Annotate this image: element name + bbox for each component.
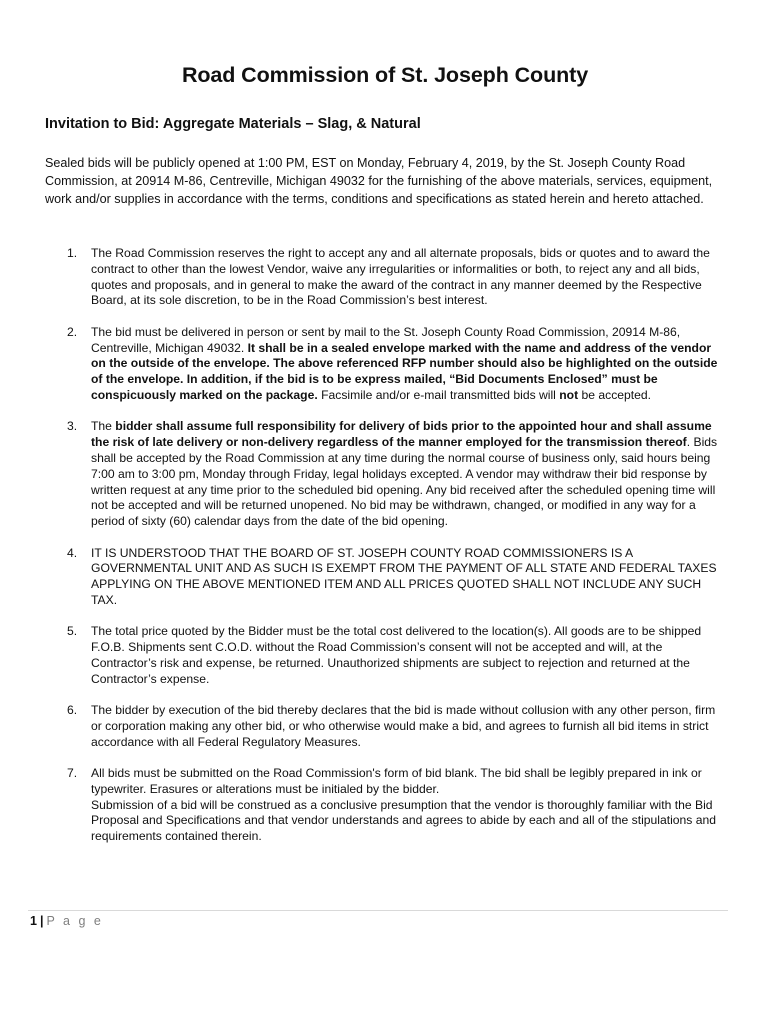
term-text: The bidder by execution of the bid thereby declares that the bid is made without collusion with any other person, firm or corporation making any other bid, or who otherwise would make a bid, and agrees to furnish all bid items in strict accordance with all Federal Regulatory Measures. bbox=[91, 703, 716, 749]
term-item-7 bbox=[45, 766, 727, 845]
term-text: It shall be in a sealed envelope marked with the name and address of the vendor on the outside of the envelope. The above referenced RFP number should also be highlighted on the outside of the envelope. In addition, if the bid is to be express mailed, “Bid Documents Enclosed” must be conspicuously marked on the package. bbox=[91, 340, 718, 402]
term-text: All bids must be submitted on the Road Commission's form of bid blank. The bid shall be legibly prepared in ink or typewriter. Erasures or alterations must be initialed by the bidder. bbox=[91, 766, 702, 796]
term-item-1 bbox=[45, 246, 727, 309]
term-text: be accepted. bbox=[578, 387, 652, 402]
page-footer bbox=[30, 914, 103, 928]
term-number: 6. bbox=[67, 703, 78, 718]
term-item-3 bbox=[45, 419, 727, 530]
term-item-4 bbox=[45, 546, 727, 609]
term-text: Submission of a bid will be construed as a conclusive presumption that the vendor is thoroughly familiar with the Bid Proposal and Specifications and that vendor understands and agrees to abide by each and all of the stipulations and requirements contained therein. bbox=[91, 797, 716, 844]
term-number: 5. bbox=[67, 624, 78, 639]
intro-paragraph: Sealed bids will be publicly opened at 1:00 PM, EST on Monday, February 4, 2019, by the St. Joseph County Road Commission, at 20914 M-86, Centreville, Michigan 49032 for the furnishing of the above materials, services, equipment, work and/or supplies in accordance with the terms, conditions and specifications as stated herein and hereto attached. bbox=[45, 156, 713, 206]
term-text: IT IS UNDERSTOOD THAT THE BOARD OF ST. JOSEPH COUNTY ROAD COMMISSIONERS IS A GOVERNMENTAL UNIT AND AS SUCH IS EXEMPT FROM THE PAYMENT OF ALL STATE AND FEDERAL TAXES APPLYING ON THE ABOVE MENTIONED ITEM AND ALL PRICES QUOTED SHALL NOT INCLUDE ANY SUCH TAX. bbox=[91, 545, 717, 607]
term-text: . Bids shall be accepted by the Road Commission at any time during the normal course of business only, said hours being 7:00 am to 3:00 pm, Monday through Friday, legal holidays excepted. A vendor may withdraw their bid response by written request at any time prior to the scheduled bid opening. Any bid received after the scheduled opening time will not be accepted and will be returned unopened. No bid may be withdrawn, changed, or modified in any way for a period of sixty (60) calendar days from the date of the bid opening. bbox=[91, 435, 718, 529]
term-text: The Road Commission reserves the right to accept any and all alternate proposals, bids or quotes and to award the contract to other than the lowest Vendor, waive any irregularities or informalities or both, to reject any and all bids, quotes and proposals, and in general to make the award of the contract in any manner deemed by the Respective Board, at its sole discretion, to be in the Road Commission’s best interest. bbox=[91, 246, 710, 308]
term-number: 7. bbox=[67, 766, 78, 781]
page-number: 1 bbox=[30, 914, 37, 928]
term-number: 2. bbox=[67, 324, 78, 339]
document-title: Road Commission of St. Joseph County bbox=[181, 63, 589, 87]
term-item-6 bbox=[45, 703, 727, 750]
term-text: Facsimile and/or e-mail transmitted bids will bbox=[317, 387, 560, 402]
term-number: 1. bbox=[67, 246, 78, 260]
term-text: bidder shall assume full responsibility for delivery of bids prior to the appointed hour and shall assume the risk of late delivery or non-delivery regardless of the manner employed for the transmission thereof bbox=[91, 419, 712, 450]
terms-list bbox=[45, 246, 727, 861]
page-label: P a g e bbox=[46, 914, 104, 928]
term-number: 3. bbox=[67, 419, 78, 434]
term-text: The total price quoted by the Bidder must be the total cost delivered to the location(s). All goods are to be shipped F.O.B. Shipments sent C.O.D. without the Road Commission’s consent will not be accepted and will, at the Contractor’s risk and expense, be returned. Unauthorized shipments are subject to rejection and returned at the Contractor’s expense. bbox=[91, 624, 702, 686]
term-item-5 bbox=[45, 624, 727, 687]
document-subtitle: Invitation to Bid: Aggregate Materials – Slag, & Natural bbox=[45, 116, 421, 132]
term-text: The bid must be delivered in person or sent by mail to the St. Joseph County Road Commission, 20914 M-86, Centreville, Michigan 49032. bbox=[91, 324, 681, 355]
term-number: 4. bbox=[67, 545, 78, 560]
footer-separator: | bbox=[39, 914, 44, 928]
term-text: not bbox=[559, 387, 579, 402]
term-text: The bbox=[91, 419, 116, 434]
footer-divider bbox=[28, 910, 728, 911]
term-item-2 bbox=[45, 325, 727, 404]
